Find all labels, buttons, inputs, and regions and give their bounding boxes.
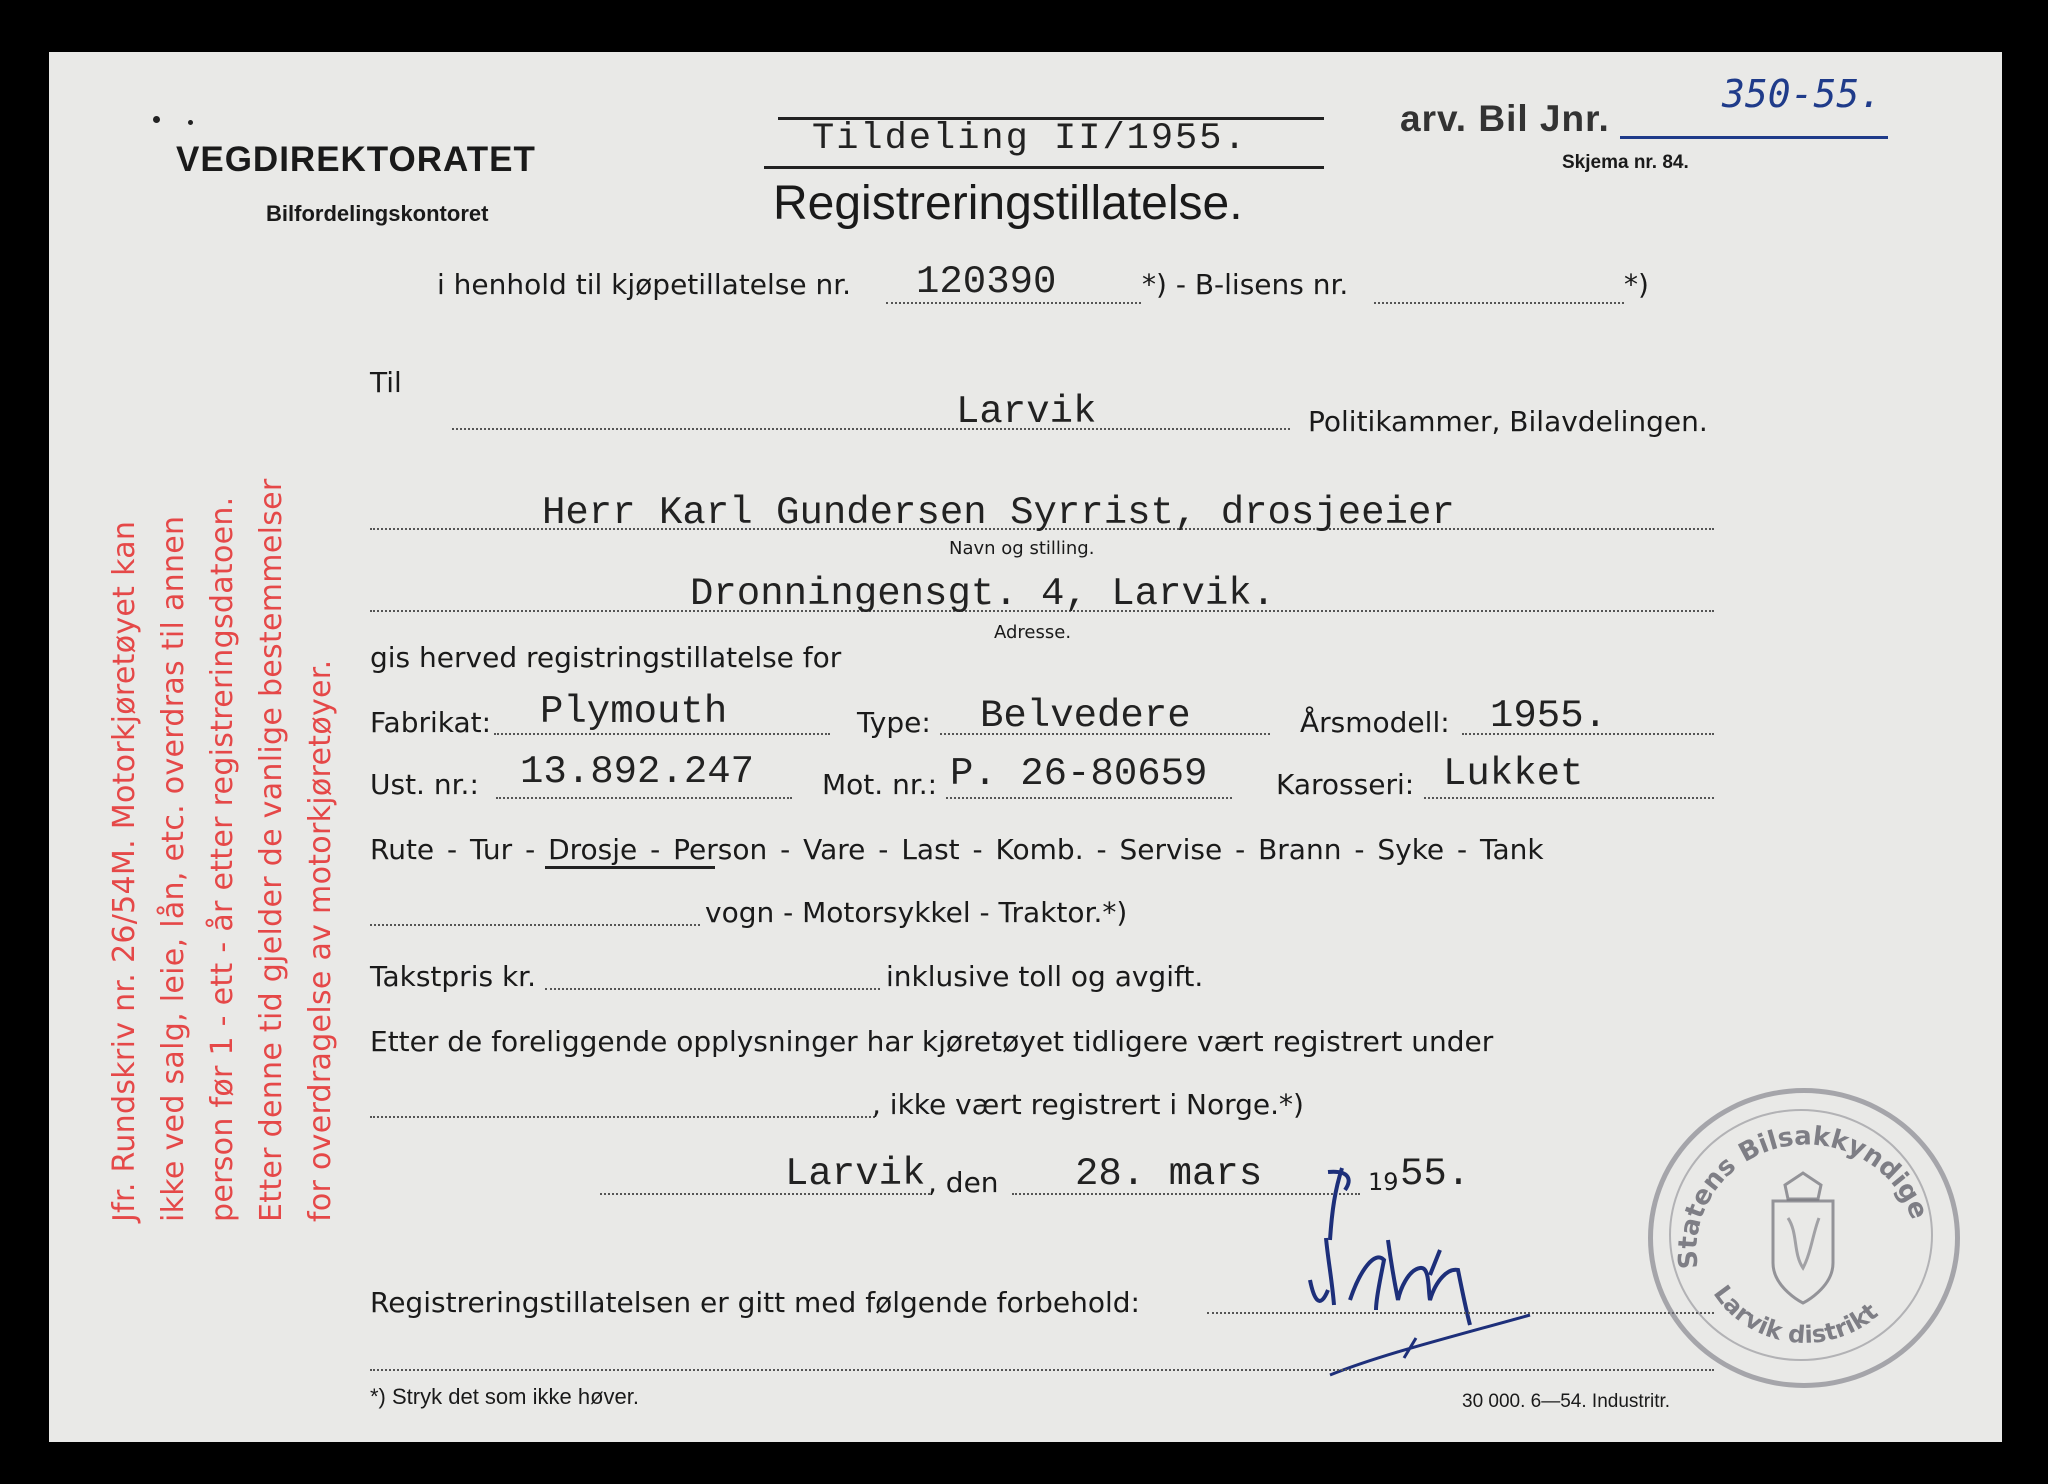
chassis-label: Ust. nr.: <box>370 768 479 801</box>
year-value: 1955. <box>1490 694 1608 738</box>
b-license-field <box>1374 302 1624 304</box>
b-license-label: *) - B-lisens nr. <box>1142 268 1349 301</box>
usage-options-2: vogn - Motorsykkel - Traktor.*) <box>705 896 1128 929</box>
b-license-end: *) <box>1624 268 1649 301</box>
engine-field <box>946 797 1232 799</box>
holder-address-caption: Adresse. <box>994 622 1072 643</box>
holder-name: Herr Karl Gundersen Syrrist, drosjeeier <box>542 491 1455 535</box>
history-text: Etter de foreliggende opplysninger har kjøretøyet tidligere vært registrert under <box>370 1025 1494 1058</box>
reservation-label: Registreringstillatelsen er gitt med følgende forbehold: <box>370 1286 1140 1319</box>
place-value: Larvik <box>785 1152 926 1196</box>
journal-stamp: arv. Bil Jnr. <box>1400 98 1610 139</box>
footnote: *) Stryk det som ikke høver. <box>370 1384 639 1409</box>
to-label: Til <box>370 366 402 399</box>
sidebar-line: Jfr. Rundskriv nr. 26/54M. Motorkjøretøyet kan <box>107 520 142 1222</box>
body-value: Lukket <box>1443 752 1584 796</box>
svg-text:Statens Bilsakkyndige: Statens Bilsakkyndige <box>1673 1121 1934 1271</box>
allocation-underline <box>764 166 1324 169</box>
journal-underline <box>1620 136 1888 139</box>
date-den: , den <box>928 1166 999 1199</box>
punch-dot <box>153 116 160 123</box>
svg-text:Larvik distrikt: Larvik distrikt <box>1707 1280 1884 1350</box>
type-value: Belvedere <box>980 694 1191 738</box>
selected-usage-marker <box>545 866 715 869</box>
price-suffix: inklusive toll og avgift. <box>886 960 1204 993</box>
sidebar-line: person før 1 - ett - år etter registreringsdatoen. <box>205 496 240 1222</box>
chassis-value: 13.892.247 <box>520 750 755 794</box>
official-stamp <box>1648 1088 1960 1388</box>
holder-name-caption: Navn og stilling. <box>949 538 1095 559</box>
year-label: Årsmodell: <box>1300 706 1450 739</box>
holder-address: Dronningensgt. 4, Larvik. <box>690 572 1276 616</box>
engine-value: P. 26-80659 <box>950 752 1208 796</box>
reservation-field-2 <box>370 1369 1714 1371</box>
price-field <box>545 988 880 990</box>
reservation-field <box>1207 1312 1714 1314</box>
sidebar-notice <box>100 478 345 1222</box>
chassis-field <box>496 797 792 799</box>
history-text-2: , ikke vært registrert i Norge.*) <box>872 1088 1304 1121</box>
body-label: Karosseri: <box>1276 768 1415 801</box>
year-suffix: 55. <box>1400 1152 1471 1196</box>
make-label: Fabrikat: <box>370 706 492 739</box>
usage-options: Rute - Tur - Drosje - Person - Vare - Last - Komb. - Servise - Brann - Syke - Tank <box>370 833 1544 866</box>
police-district: Larvik <box>956 390 1097 434</box>
grant-text: gis herved registringstillatelse for <box>370 641 842 674</box>
purchase-number: 120390 <box>916 260 1057 304</box>
journal-number: 350-55. <box>1722 72 1883 116</box>
print-info: 30 000. 6—54. Industritr. <box>1462 1391 1671 1412</box>
org-name: VEGDIREKTORATET <box>176 140 536 179</box>
date-value: 28. mars <box>1075 1152 1263 1196</box>
body-field <box>1424 797 1714 799</box>
coat-of-arms-icon <box>1773 1201 1833 1303</box>
engine-label: Mot. nr.: <box>822 768 938 801</box>
price-label: Takstpris kr. <box>370 960 537 993</box>
form-number: Skjema nr. 84. <box>1562 152 1689 173</box>
purchase-prefix: i henhold til kjøpetillatelse nr. <box>437 268 852 301</box>
form-title: Registreringstillatelse. <box>773 177 1243 230</box>
police-district-field <box>452 428 1290 430</box>
sidebar-line: for overdragelse av motorkjøretøyer. <box>303 659 338 1222</box>
sidebar-line: Etter denne tid gjelder de vanlige bestemmelser <box>254 478 289 1222</box>
allocation-text: Tildeling II/1955. <box>812 118 1248 160</box>
year-prefix: 19 <box>1368 1168 1399 1196</box>
punch-dot <box>188 120 193 125</box>
make-value: Plymouth <box>540 690 728 734</box>
police-label: Politikammer, Bilavdelingen. <box>1308 405 1708 438</box>
sidebar-line: ikke ved salg, leie, lån, etc. overdras til annen <box>156 515 191 1222</box>
signature <box>1280 1150 1540 1380</box>
office-name: Bilfordelingskontoret <box>266 201 489 226</box>
history-field <box>370 1116 875 1118</box>
type-label: Type: <box>857 706 931 739</box>
usage-extra-field <box>370 924 700 926</box>
stamp-text <box>1653 1093 1955 1383</box>
